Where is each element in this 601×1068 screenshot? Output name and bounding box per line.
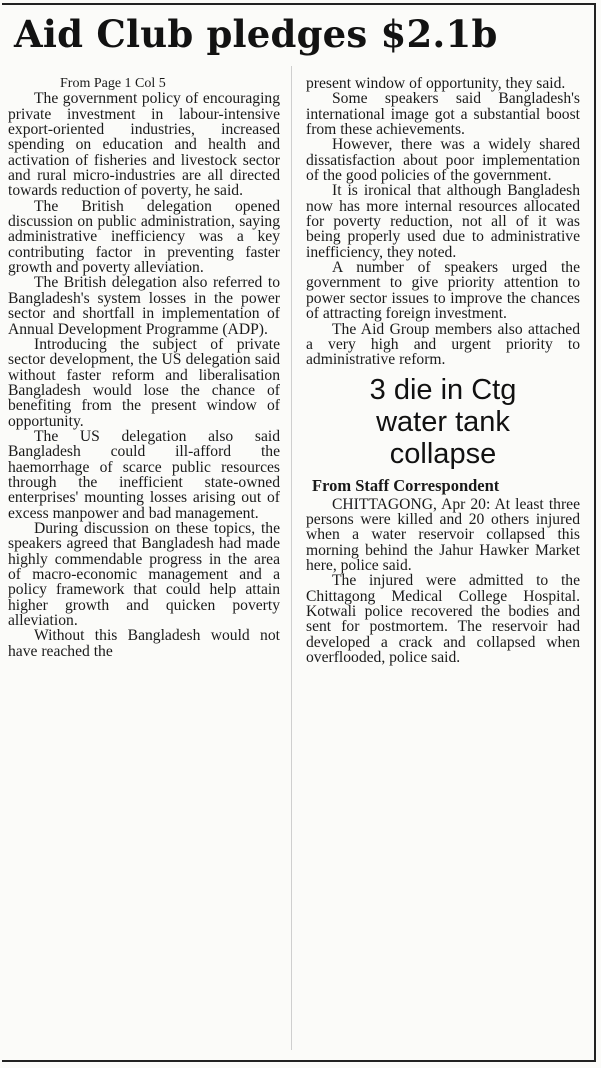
article-paragraph: The injured were admitted to the Chittagong Medical College Hospital. Kotwali police recovered the bodies and sent for postmortem. The reservoir had developed a crack and collapsed when overflooded, police said.: [306, 572, 580, 666]
right-column: [306, 76, 580, 665]
article-paragraph: During discussion on these topics, the speakers agreed that Bangladesh had made highly commendable progress in the area of macro-economic management and a policy framework that could help attain higher growth and quicken poverty alleviation.: [8, 519, 280, 630]
article-paragraph: The British delegation also referred to Bangladesh's system losses in the power sector and shortfall in implementation of Annual Development Programme (ADP).: [8, 274, 280, 338]
headline-line: collapse: [389, 437, 497, 470]
continuation-note: From Page 1 Col 5: [60, 76, 166, 91]
headline-line: water tank: [376, 405, 510, 438]
article-paragraph: It is ironical that although Bangladesh now has more internal resources allocated for poverty reduction, not all of it was being properly used due to administrative inefficiency, they noted.: [306, 182, 580, 261]
article-paragraph: Introducing the subject of private sector development, the US delegation said without faster reform and liberalisation Bangladesh would lose the chance of benefiting from the present window of opportunity.: [8, 335, 280, 430]
article-paragraph: CHITTAGONG, Apr 20: At least three persons were killed and 20 others injured when a water reservoir collapsed this morning behind the Jahur Hawker Market here, police said.: [306, 495, 580, 574]
article-paragraph: The British delegation opened discussion on public administration, saying administrative inefficiency was a key contributing factor in preventing faster growth and poverty alleviation.: [8, 197, 280, 277]
column-divider: [291, 66, 292, 1050]
byline: From Staff Correspondent: [312, 475, 500, 495]
article-paragraph: However, there was a widely shared dissatisfaction about poor implementation of the good policies of the government.: [306, 136, 580, 185]
article-paragraph: Without this Bangladesh would not have reached the: [8, 627, 280, 660]
article-paragraph-continued: present window of opportunity, they said.: [306, 75, 566, 92]
article-paragraph: Some speakers said Bangladesh's international image got a substantial boost from these achievements.: [306, 90, 580, 139]
headline-line: 3 die in Ctg: [369, 373, 517, 406]
second-story-headline: [306, 374, 580, 470]
article-paragraph: A number of speakers urged the government to give priority attention to power sector issues to improve the chances of attracting foreign investment.: [306, 259, 580, 323]
article-paragraph: The US delegation also said Bangladesh could ill-afford the haemorrhage of scarce public resources through the inefficient state-owned enterprises' mounting losses arising out of excess manpower and bad management.: [8, 427, 280, 522]
left-column: [8, 76, 280, 659]
article-paragraph: The Aid Group members also attached a very high and urgent priority to administrative reform.: [306, 320, 580, 369]
main-headline: Aid Club pledges $2.1b: [14, 12, 498, 56]
article-paragraph: The government policy of encouraging private investment in labour-intensive export-oriented industries, increased spending on education and health and activation of fisheries and livestock sector and rural micro-industries are all directed towards reduction of poverty, he said.: [8, 90, 280, 200]
